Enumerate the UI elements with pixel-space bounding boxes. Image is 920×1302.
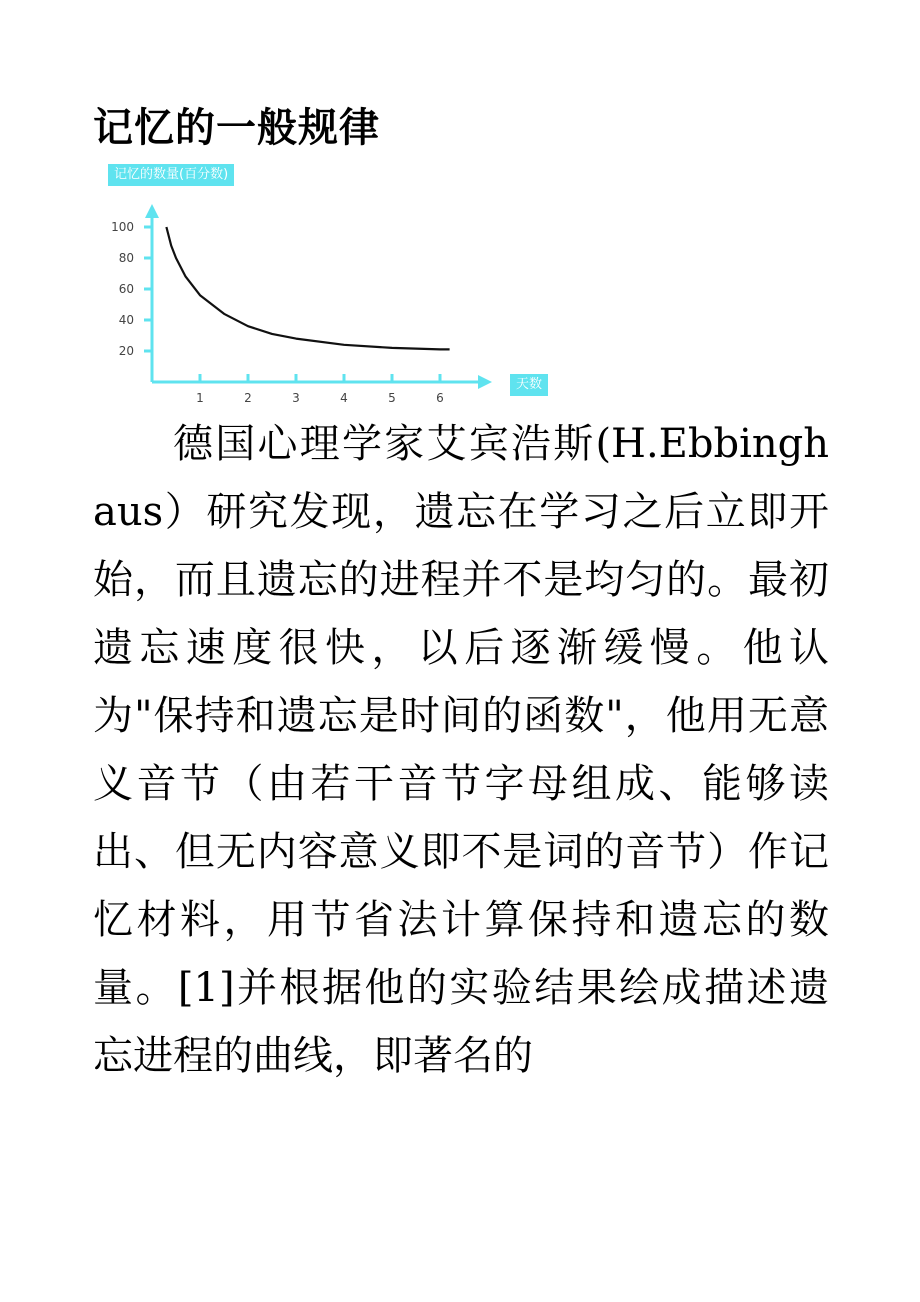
y-tick-label: 80: [118, 251, 134, 265]
x-tick-label: 6: [436, 391, 444, 405]
forgetting-curve-chart: [88, 160, 568, 410]
y-axis-arrow: [145, 204, 159, 218]
x-tick-label: 2: [244, 391, 252, 405]
x-tick-label: 4: [340, 391, 348, 405]
x-tick-label: 3: [292, 391, 300, 405]
section-heading: 记忆的一般规律: [93, 105, 380, 151]
y-tick-label: 100: [111, 220, 134, 234]
x-tick-label: 5: [388, 391, 396, 405]
chart-y-axis-title: 记忆的数量(百分数): [108, 164, 234, 186]
y-tick-label: 20: [118, 344, 134, 358]
y-tick-label: 60: [118, 282, 134, 296]
x-tick-label: 1: [196, 391, 204, 405]
body-paragraph: 德国心理学家艾宾浩斯(H.Ebbinghaus）研究发现，遗忘在学习之后立即开始，而且遗忘的进程并不是均匀的。最初遗忘速度很快，以后逐渐缓慢。他认为"保持和遗忘是时间的函数"，他用无意义音节（由若干音节字母组成、能够读出、但无内容意义即不是词的音节）作记忆材料，用节省法计算保持和遗忘的数量。[1]并根据他的实验结果绘成描述遗忘进程的曲线，即著名的: [93, 421, 829, 1079]
chart-x-axis-title: 天数: [510, 374, 548, 396]
y-tick-label: 40: [118, 313, 134, 327]
chart-plot: [88, 160, 568, 410]
forgetting-curve-line: [166, 227, 449, 349]
x-axis-arrow: [478, 375, 492, 389]
